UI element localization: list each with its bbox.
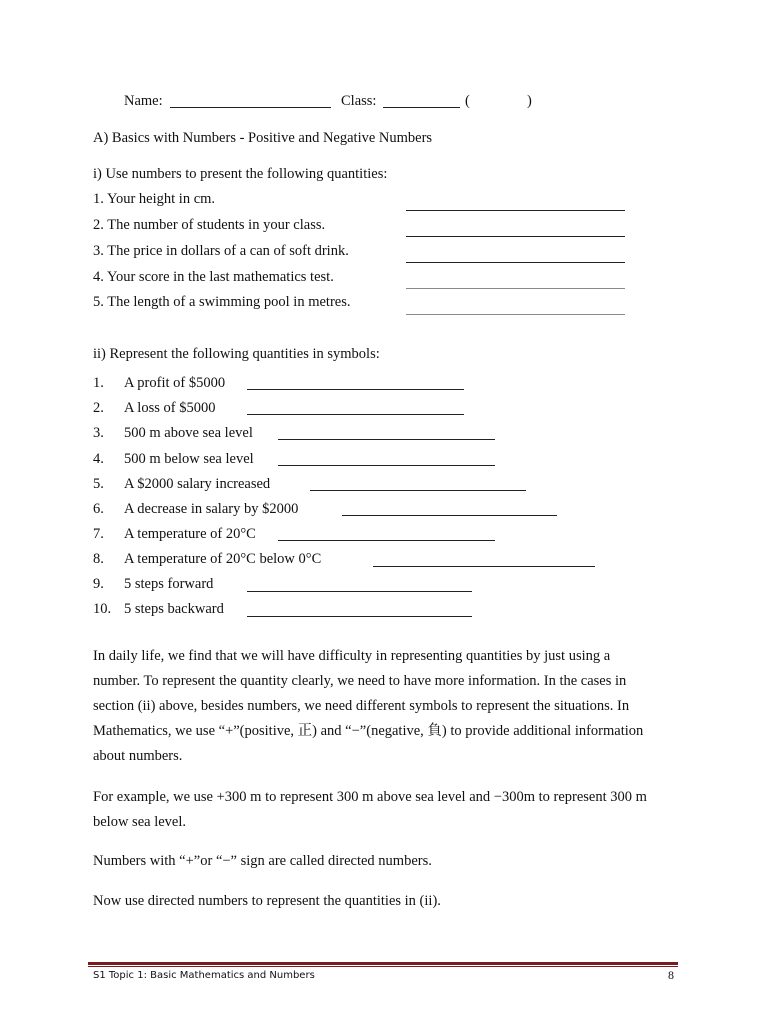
name-label: Name: — [124, 93, 163, 109]
part-ii-text-1: A profit of $5000 — [124, 375, 226, 391]
part-i-answer-2[interactable] — [406, 236, 625, 237]
part-ii-answer-4[interactable] — [278, 465, 495, 466]
part-ii-num-5: 5. — [93, 476, 104, 492]
part-ii-text-7: A temperature of 20°C — [124, 526, 256, 542]
part-i-answer-4[interactable] — [406, 288, 625, 289]
part-ii-text-10: 5 steps backward — [124, 601, 224, 617]
class-number-paren-open: ( — [465, 93, 470, 109]
part-i-item-4: 4. Your score in the last mathematics test. — [93, 269, 334, 285]
part-i-answer-3[interactable] — [406, 262, 625, 263]
part-i-answer-1[interactable] — [406, 210, 625, 211]
part-ii-num-4: 4. — [93, 451, 104, 467]
section-a-title: A) Basics with Numbers - Positive and Negative Numbers — [93, 130, 433, 146]
part-ii-title: ii) Represent the following quantities in symbols: — [93, 346, 380, 362]
part-ii-text-4: 500 m below sea level — [124, 451, 254, 467]
part-i-item-2: 2. The number of students in your class. — [93, 217, 326, 233]
part-ii-text-8: A temperature of 20°C below 0°C — [124, 551, 322, 567]
part-ii-answer-9[interactable] — [247, 591, 472, 592]
part-ii-answer-2[interactable] — [247, 414, 464, 415]
part-ii-num-3: 3. — [93, 425, 104, 441]
part-ii-answer-8[interactable] — [373, 566, 595, 567]
footer-topic: S1 Topic 1: Basic Mathematics and Numbers — [93, 970, 315, 981]
part-ii-answer-6[interactable] — [342, 515, 557, 516]
part-i-item-5: 5. The length of a swimming pool in metres. — [93, 294, 351, 310]
part-ii-text-9: 5 steps forward — [124, 576, 214, 592]
class-blank[interactable] — [383, 107, 460, 108]
class-number-paren-close: ) — [527, 93, 532, 109]
class-label: Class: — [341, 93, 377, 109]
part-ii-text-6: A decrease in salary by $2000 — [124, 501, 299, 517]
part-i-item-3: 3. The price in dollars of a can of soft drink. — [93, 243, 349, 259]
page-number: 8 — [668, 968, 674, 982]
part-i-answer-5[interactable] — [406, 314, 625, 315]
name-blank[interactable] — [170, 107, 331, 108]
part-ii-num-10: 10. — [93, 601, 112, 617]
part-ii-answer-10[interactable] — [247, 616, 472, 617]
part-ii-num-6: 6. — [93, 501, 104, 517]
part-ii-answer-3[interactable] — [278, 439, 495, 440]
part-ii-text-5: A $2000 salary increased — [124, 476, 271, 492]
directed-numbers-definition: Numbers with “+”or “−” sign are called directed numbers. — [93, 853, 432, 869]
instruction-paragraph: Now use directed numbers to represent the quantities in (ii). — [93, 893, 441, 909]
explanation-paragraph: In daily life, we find that we will have difficulty in representing quantities by just using a number. To represent the quantity clearly, we need to have more information. In the cases in section (ii) above, besides numbers, we need different symbols to represent the situations. In Mathematics, we use “+”(positive, 正) and “−”(negative, 負) to provide additional information about numbers. — [93, 648, 644, 764]
part-i-item-1: 1. Your height in cm. — [93, 191, 216, 207]
part-ii-text-2: A loss of $5000 — [124, 400, 216, 416]
part-ii-num-1: 1. — [93, 375, 104, 391]
part-ii-num-7: 7. — [93, 526, 104, 542]
part-ii-num-9: 9. — [93, 576, 104, 592]
part-ii-num-8: 8. — [93, 551, 104, 567]
part-ii-answer-5[interactable] — [310, 490, 526, 491]
part-i-title: i) Use numbers to present the following quantities: — [93, 166, 388, 182]
example-paragraph: For example, we use +300 m to represent 300 m above sea level and −300m to represent 300 m below sea level. — [93, 789, 647, 830]
part-ii-answer-1[interactable] — [247, 389, 464, 390]
part-ii-answer-7[interactable] — [278, 540, 495, 541]
footer-rule-thin — [88, 966, 678, 967]
footer-rule-thick — [88, 962, 678, 965]
part-ii-text-3: 500 m above sea level — [124, 425, 253, 441]
part-ii-num-2: 2. — [93, 400, 104, 416]
